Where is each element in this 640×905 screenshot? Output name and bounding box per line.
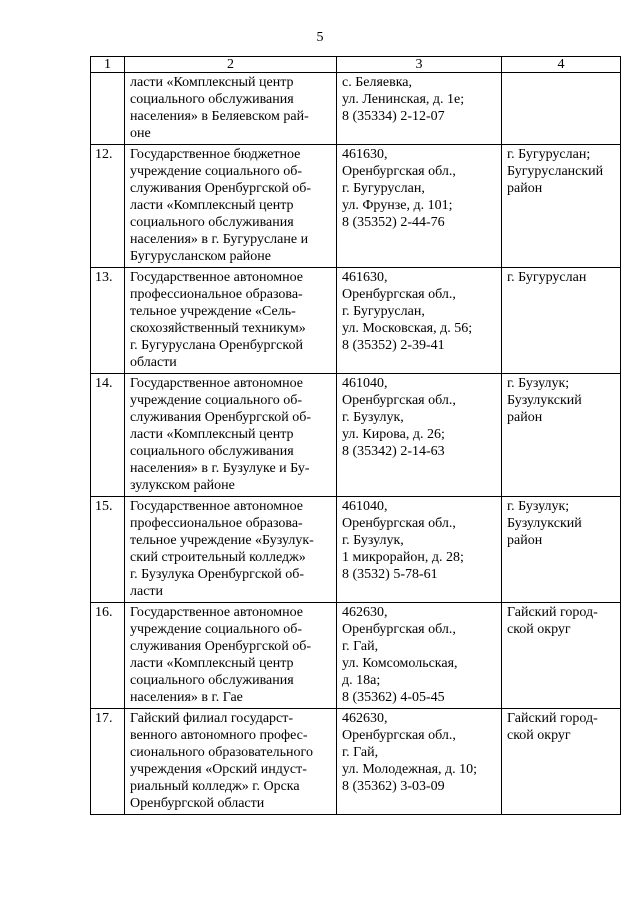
organization-name-line: Государственное бюджетное <box>130 147 301 162</box>
address-line: г. Бугуруслан, <box>342 304 425 319</box>
address-line: Оренбургская обл., <box>342 728 456 743</box>
organization-name-cell <box>125 268 337 374</box>
address-line: Оренбургская обл., <box>342 393 456 408</box>
address-line: 8 (35362) 4-05-45 <box>342 690 445 705</box>
organization-name-line: служивания Оренбургской об- <box>130 181 311 196</box>
service-area-cell <box>502 268 621 374</box>
address-cell <box>337 145 502 268</box>
address-line: г. Бузулук, <box>342 410 404 425</box>
address-line: ул. Кирова, д. 26; <box>342 427 445 442</box>
address-line: Оренбургская обл., <box>342 164 456 179</box>
row-number: 14. <box>91 374 125 497</box>
service-area-line: г. Бузулук; <box>507 499 570 514</box>
address-cell <box>337 73 502 145</box>
address-line: ул. Московская, д. 56; <box>342 321 473 336</box>
address-line: 8 (3532) 5-78-61 <box>342 567 438 582</box>
organization-name-line: учреждения «Орский индуст- <box>130 762 307 777</box>
organization-name-line: венного автономного профес- <box>130 728 308 743</box>
service-area-cell <box>502 497 621 603</box>
organization-name-line: Оренбургской области <box>130 796 265 811</box>
organization-name-line: служивания Оренбургской об- <box>130 410 311 425</box>
organization-name-line: учреждение социального об- <box>130 164 303 179</box>
organization-name-line: Бугурусланском районе <box>130 249 271 264</box>
organization-name-line: учреждение социального об- <box>130 393 303 408</box>
row-number: 17. <box>91 709 125 815</box>
service-area-line: район <box>507 181 543 196</box>
organization-name-cell <box>125 497 337 603</box>
address-line: Оренбургская обл., <box>342 622 456 637</box>
table-row <box>91 374 621 497</box>
organizations-table <box>90 56 621 815</box>
organization-name-line: ский строительный колледж» <box>130 550 306 565</box>
address-cell <box>337 603 502 709</box>
service-area-line: район <box>507 533 543 548</box>
organization-name-line: тельное учреждение «Бузулук- <box>130 533 314 548</box>
organization-name-cell <box>125 145 337 268</box>
organization-name-line: профессиональное образова- <box>130 287 303 302</box>
organization-name-line: г. Бугуруслана Оренбургской <box>130 338 303 353</box>
service-area-line: г. Бугуруслан; <box>507 147 591 162</box>
organization-name-cell <box>125 603 337 709</box>
organization-name-line: социального обслуживания <box>130 444 294 459</box>
organization-name-line: Государственное автономное <box>130 376 304 391</box>
organization-name-line: области <box>130 355 177 370</box>
service-area-line: Бузулукский <box>507 393 582 408</box>
organization-name-line: населения» в г. Бузулуке и Бу- <box>130 461 310 476</box>
organization-name-line: населения» в г. Гае <box>130 690 243 705</box>
service-area-cell <box>502 374 621 497</box>
row-number: 13. <box>91 268 125 374</box>
address-line: д. 18а; <box>342 673 381 688</box>
organization-name-line: скохозяйственный техникум» <box>130 321 306 336</box>
service-area-line: район <box>507 410 543 425</box>
row-number: 15. <box>91 497 125 603</box>
organization-name-line: служивания Оренбургской об- <box>130 639 311 654</box>
table-row <box>91 497 621 603</box>
address-line: г. Бугуруслан, <box>342 181 425 196</box>
address-line: ул. Комсомольская, <box>342 656 458 671</box>
table-row <box>91 603 621 709</box>
organization-name-line: учреждение социального об- <box>130 622 303 637</box>
organization-name-line: тельное учреждение «Сель- <box>130 304 296 319</box>
header-col-1: 1 <box>91 57 125 73</box>
address-line: 8 (35352) 2-44-76 <box>342 215 445 230</box>
address-line: ул. Молодежная, д. 10; <box>342 762 478 777</box>
organization-name-line: Гайский филиал государст- <box>130 711 294 726</box>
organization-name-cell <box>125 709 337 815</box>
address-cell <box>337 497 502 603</box>
organization-name-line: населения» в г. Бугуруслане и <box>130 232 309 247</box>
address-line: 462630, <box>342 605 388 620</box>
address-cell <box>337 268 502 374</box>
organization-name-line: ласти «Комплексный центр <box>130 75 294 90</box>
organization-name-line: г. Бузулука Оренбургской об- <box>130 567 304 582</box>
table-row <box>91 268 621 374</box>
address-line: ул. Фрунзе, д. 101; <box>342 198 453 213</box>
service-area-line: ской округ <box>507 622 571 637</box>
organization-name-line: Государственное автономное <box>130 605 304 620</box>
address-line: г. Бузулук, <box>342 533 404 548</box>
address-cell <box>337 374 502 497</box>
address-line: ул. Ленинская, д. 1е; <box>342 92 465 107</box>
table-row <box>91 145 621 268</box>
address-line: 8 (35352) 2-39-41 <box>342 338 445 353</box>
address-line: с. Беляевка, <box>342 75 413 90</box>
organization-name-line: Государственное автономное <box>130 270 304 285</box>
organization-name-line: социального обслуживания <box>130 92 294 107</box>
organization-name-line: социального обслуживания <box>130 215 294 230</box>
organization-name-cell <box>125 374 337 497</box>
address-line: 462630, <box>342 711 388 726</box>
address-line: 461040, <box>342 376 388 391</box>
table-row <box>91 709 621 815</box>
organization-name-line: оне <box>130 126 151 141</box>
organization-name-cell <box>125 73 337 145</box>
service-area-line: г. Бугуруслан <box>507 270 587 285</box>
address-line: 8 (35362) 3-03-09 <box>342 779 445 794</box>
service-area-cell <box>502 603 621 709</box>
service-area-cell <box>502 145 621 268</box>
organization-name-line: ласти <box>130 584 164 599</box>
organization-name-line: ласти «Комплексный центр <box>130 427 294 442</box>
organization-name-line: профессиональное образова- <box>130 516 303 531</box>
organization-name-line: риальный колледж» г. Орска <box>130 779 300 794</box>
address-cell <box>337 709 502 815</box>
organization-name-line: Государственное автономное <box>130 499 304 514</box>
address-line: г. Гай, <box>342 639 379 654</box>
organization-name-line: социального обслуживания <box>130 673 294 688</box>
header-col-3: 3 <box>337 57 502 73</box>
address-line: 461630, <box>342 147 388 162</box>
page-number: 5 <box>316 30 324 45</box>
row-number: 12. <box>91 145 125 268</box>
address-line: 461630, <box>342 270 388 285</box>
address-line: 461040, <box>342 499 388 514</box>
organization-name-line: населения» в Беляевском рай- <box>130 109 309 124</box>
row-number: 16. <box>91 603 125 709</box>
address-line: Оренбургская обл., <box>342 516 456 531</box>
address-line: 8 (35334) 2-12-07 <box>342 109 445 124</box>
row-number <box>91 73 125 145</box>
service-area-cell <box>502 709 621 815</box>
table-row <box>91 73 621 145</box>
address-line: г. Гай, <box>342 745 379 760</box>
service-area-line: Гайский город- <box>507 605 598 620</box>
header-col-2: 2 <box>125 57 337 73</box>
service-area-line: ской округ <box>507 728 571 743</box>
organization-name-line: сионального образовательного <box>130 745 313 760</box>
service-area-line: Бугурусланский <box>507 164 604 179</box>
header-row <box>91 57 621 73</box>
service-area-line: г. Бузулук; <box>507 376 570 391</box>
service-area-cell <box>502 73 621 145</box>
service-area-line: Бузулукский <box>507 516 582 531</box>
organization-name-line: ласти «Комплексный центр <box>130 656 294 671</box>
address-line: Оренбургская обл., <box>342 287 456 302</box>
address-line: 8 (35342) 2-14-63 <box>342 444 445 459</box>
service-area-line: Гайский город- <box>507 711 598 726</box>
organization-name-line: ласти «Комплексный центр <box>130 198 294 213</box>
header-col-4: 4 <box>502 57 621 73</box>
address-line: 1 микрорайон, д. 28; <box>342 550 464 565</box>
organization-name-line: зулукском районе <box>130 478 235 493</box>
